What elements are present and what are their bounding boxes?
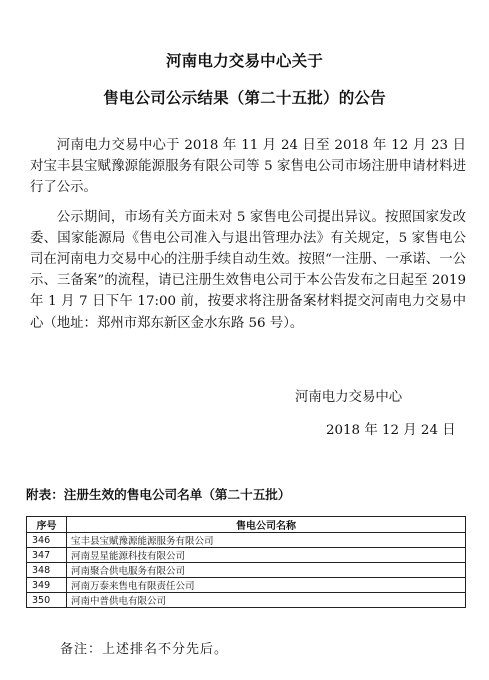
company-table bbox=[26, 516, 466, 608]
paragraph-1: 河南电力交易中心于 2018 年 11 月 24 日至 2018 年 12 月 23 日对宝丰县宝赋豫源能源服务有限公司等 5 家售电公司市场注册申请材料进行了公示。 bbox=[30, 138, 466, 196]
row-index: 347 bbox=[27, 548, 67, 563]
table-row bbox=[27, 593, 466, 608]
row-index: 349 bbox=[27, 578, 67, 593]
table-header-row bbox=[27, 517, 466, 533]
annex-title: 附表：注册生效的售电公司名单（第二十五批） bbox=[26, 487, 291, 502]
notice-body bbox=[30, 135, 466, 342]
signature-org: 河南电力交易中心 bbox=[295, 390, 403, 405]
table-row bbox=[27, 548, 466, 563]
header-index: 序号 bbox=[27, 517, 67, 533]
signature-date: 2018 年 12 月 24 日 bbox=[326, 423, 456, 438]
paragraph-2: 公示期间，市场有关方面未对 5 家售电公司提出异议。按照国家发改委、国家能源局《售电公司准入与退出管理办法》有关规定，5 家售电公司在河南电力交易中心的注册手续自动生效。按照“一注册、一承诺、一公示、三备案”的流程，请已注册生效售电公司于本公告发布之日起至 2019 年 1 月 7 日下午 17:00 前，按要求将注册备案材料提交河南电力交易中心（地址：郑州市郑东新区金水东路 56 号）。 bbox=[30, 209, 466, 331]
row-index: 346 bbox=[27, 533, 67, 548]
row-company: 河南中普供电有限公司 bbox=[67, 593, 466, 608]
notice-title-line1: 河南电力交易中心关于 bbox=[165, 52, 323, 70]
table-row bbox=[27, 533, 466, 548]
row-company: 河南聚合供电服务有限公司 bbox=[67, 563, 466, 578]
row-company: 宝丰县宝赋豫源能源服务有限公司 bbox=[67, 533, 466, 548]
row-index: 350 bbox=[27, 593, 67, 608]
table-row bbox=[27, 578, 466, 593]
row-company: 河南昱星能源科技有限公司 bbox=[67, 548, 466, 563]
table-row bbox=[27, 563, 466, 578]
header-company-name: 售电公司名称 bbox=[67, 517, 466, 533]
row-company: 河南万泰来售电有限责任公司 bbox=[67, 578, 466, 593]
footnote: 备注：上述排名不分先后。 bbox=[60, 642, 229, 657]
row-index: 348 bbox=[27, 563, 67, 578]
notice-title-line2: 售电公司公示结果（第二十五批）的公告 bbox=[103, 89, 386, 107]
